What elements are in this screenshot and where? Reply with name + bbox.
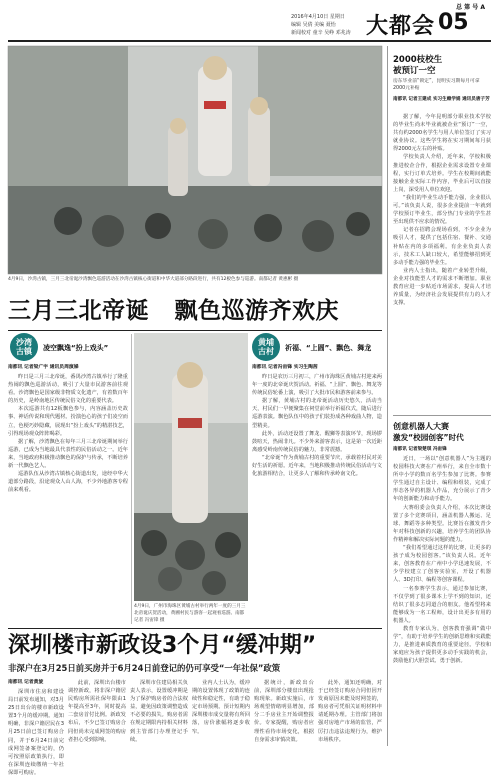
story1-paragraph: 据了解，沙湾飘色在每年三月三北帝诞期间举行巡游，已成为当地最具代表性的民俗活动之一。近年来，当地政府积极推动飘色的保护与传承，不断培养新一代飘色艺人。 — [8, 438, 128, 470]
headline2-top-rule — [8, 628, 382, 629]
story3-column-1 — [8, 688, 64, 776]
tag-shawan: 沙湾古镇 — [10, 333, 38, 361]
story1-subhead: 凌空飘逸“扮上戏头” — [43, 344, 109, 352]
column-divider — [131, 334, 132, 624]
story3-paragraph: 此外，通知还明确，对于已经签订购房合同但因开发商原因未能及时网签的，购房者可凭相关证明材料申请延期办理。主管部门将加强对房地产市场的监管，严厉打击违法违规行为，维护市场秩序。 — [318, 680, 382, 743]
subheadline-shenzhen: 非深户在3月25日前买房并于6月24日前登记的仍可享受“一年社保”政策 — [8, 663, 281, 673]
huangpu-scene-illustration — [134, 333, 248, 601]
story1-paragraph: 巡游队伍从沙湾古镇核心街道出发，途经中华大道部分路段，沿途观众人山人海，不少外地游客专程前来观看。 — [8, 471, 128, 494]
parade-scene-illustration — [8, 46, 382, 274]
story1-paragraph: 昨日是三月三北帝诞，番禺沙湾古镇举行了隆重热闹的飘色巡游活动，吸引了大量市民游客前往观看。沙湾飘色是国家级非物质文化遗产，有着数百年的历史，是岭南地区传统民俗文化的重要代表。 — [8, 374, 128, 405]
sidebar-divider — [387, 46, 388, 746]
tag-huangpu: 黄埔古村 — [252, 333, 280, 361]
section-name: 大都会 — [366, 14, 436, 39]
sidebar-story1-paragraph: “我们的毕业生动手能力强，企业很认可。”该负责人说，很多企业提前一年就到学校预订毕业生，部分热门专业的学生甚至出现供不应求的情况。 — [393, 194, 491, 226]
sidebar-story1-title-2: 被预订一空 — [393, 66, 436, 76]
masthead-date-line-3: 新闻校对 童辛 吴峥 邓兆涛 — [291, 30, 351, 36]
huangpu-parade-photo — [134, 333, 248, 601]
headline-festival: 三月三北帝诞 飘色巡游齐欢庆 — [8, 298, 340, 324]
sidebar-story1-paragraph: 据了解，今年昆明部分职业技术学校的毕业生尚未毕业就被企业“预订”一空，共有约2000名学生与用人单位签订了实习就业协议。这些学生将在实习期间每月获得2000元左右的补贴。 — [393, 114, 491, 153]
sidebar-story2-title-2: 激发“校园创客”时代 — [393, 433, 464, 442]
story3-byline: 南都讯 记者黄旋 — [8, 680, 44, 685]
sidebar-separator — [393, 415, 491, 416]
story3-column-6 — [318, 679, 382, 748]
story3-paragraph: 深圳市住建局相关负责人表示，设置缓冲期是为了保护购房者的合法权益，避免因政策调整造成不必要的损失。购房者需在规定期限内持相关材料到主管部门办理登记手续。 — [130, 680, 188, 743]
story3-paragraph: 深圳市住房和建设局日前发布通知，对3月25日出台的楼市新政设置3个月的缓冲期。通知明确，非深户籍居民在3月25日前已签订购房合同，并于6月24日前完成网签备案登记的，仍可按照原政策执行，即在深圳连续缴纳一年社保即可购房。 — [8, 689, 64, 776]
story3-column-5 — [254, 679, 314, 748]
story2-subhead: 祈福、“上圆”、飘色、舞龙 — [285, 344, 372, 352]
headline-shenzhen: 深圳楼市新政设3个月“缓冲期” — [8, 633, 317, 658]
sidebar-story1-title-1: 2000枝校生 — [393, 55, 443, 65]
masthead-date-line-2: 编辑 吴倩 美编 聂怡 — [291, 22, 336, 28]
story2-body — [252, 373, 382, 623]
sidebar-story1-body — [393, 113, 491, 411]
story1-byline: 南都讯 记者梁广宇 通讯员周演娣 — [8, 365, 79, 370]
sidebar-story2-paragraph: 近日，一场以“创意机器人”为主题的校园科技大赛在广州举行，来自全市数十所中小学的数百名学生参加了比赛。参赛学生通过自主设计、编程和组装，完成了形态各异的机器人作品，充分展示了青少年的创新能力和动手能力。 — [393, 456, 491, 503]
sidebar-story2-byline: 南都讯 记者梁楚琪 冯宙锋 — [393, 447, 447, 452]
sidebar-story2-title-1: 创意机器人大赛 — [393, 422, 449, 431]
sidebar-story1-paragraph: 记者在招聘会现场看到，不少企业为吸引人才，提供了包括住宿、餐补、交通补贴在内的多项福利。有企业负责人表示，技术工人缺口较大，希望能够招到更多动手能力强的毕业生。 — [393, 227, 491, 266]
story3-paragraph: 业内人士认为，缓冲期的设置体现了政策的连续性和稳定性，有助于稳定市场预期。预计短期内深圳楼市成交量将有所回落，房价涨幅将逐步收窄。 — [192, 680, 250, 735]
masthead-date-line-1: 2016年4月10日 星期日 — [291, 14, 345, 20]
story2-paragraph: “北帝诞”作为黄埔古村的重要节庆，承载着村民对美好生活的祈愿。近年来，当地积极推动传统民俗活动与文化旅游相结合，让更多人了解和传承岭南文化。 — [252, 454, 382, 478]
story3-column-4 — [192, 679, 250, 748]
top-photo-caption: 4月9日，沙湾古镇，三月三北帝诞沙湾飘色巡游活动在沙湾古镇核心街道和中华大道部分路段进行，共有12板色参与巡游。南都记者 黄惠彬 摄 — [8, 277, 299, 282]
story3-column-3 — [130, 679, 188, 748]
story3-paragraph: 据统计，新政出台前，深圳部分楼盘出现抢购现象。新政实施后，市场观望情绪明显增加，部分二手房业主开始调整报价。专家提醒，购房者应理性看待市场变化，根据自身需求审慎决策。 — [254, 680, 314, 743]
story3-paragraph: 此前，深圳出台楼市调控新政，将非深户籍居民购房所需社保年限由1年提高至3年，同时提高二套房首付比例。新政发布后，不少已签订购房合同但尚未完成网签的购房者担心受到影响。 — [68, 680, 126, 743]
sidebar-story2-paragraph: 大赛组委会负责人介绍，本次比赛设置了多个竞赛项目，涵盖机器人搬运、足球、舞蹈等多种类型。比赛旨在激发青少年对科技创新的兴趣，培养学生的团队协作精神和解决实际问题的能力。 — [393, 504, 491, 543]
sidebar-story2-paragraph: 教育专家认为，创客教育强调“做中学”，有助于培养学生的创新思维和实践能力，是推进素质教育的重要途径。学校和家庭应为孩子提供更多动手实践的机会，鼓励他们大胆尝试、勇于创新。 — [393, 625, 491, 665]
story3-column-2 — [68, 679, 126, 748]
headline1-rule — [8, 330, 382, 331]
sidebar-story2-paragraph: “我们希望通过这样的比赛，让更多的孩子成为校园创客。”该负责人说。近年来，创客教育在广州中小学迅速发展，不少学校建立了创客实验室，开设了机器人、3D打印、编程等创客课程。 — [393, 545, 491, 584]
sidebar-story2-body — [393, 455, 491, 747]
festival-parade-photo — [8, 46, 382, 274]
story1-photo-caption: 4月9日，广州市海珠区黄埔古村举行两年一度的三月三北帝诞庆贺活动，黄圃村民与游客一起观看巡游。南都记者 冯宙锋 摄 — [134, 604, 246, 623]
sidebar-story1-paragraph: 学校负责人介绍，近年来，学校积极推进校企合作，根据企业需求设置专业课程，实行订单式培养。学生在校期间就能接触企业实际工作内容，毕业后可以直接上岗，深受用人单位欢迎。 — [393, 154, 491, 193]
story2-byline: 南都讯 记者冯宙锋 实习生陶茜 — [252, 365, 318, 370]
sidebar-story1-lead: 房东毕业前“锁定”，昆明实习期每月可拿2000元补贴 — [393, 79, 480, 91]
page-number: 05 — [438, 10, 469, 35]
sidebar-story2-paragraph: 一名参赛学生表示，通过参加比赛，不仅学到了很多课本上学不到的知识，还结识了很多志同道合的朋友。他希望将来能够成为一名工程师，设计出更多有用的机器人。 — [393, 585, 491, 624]
masthead-rule — [8, 40, 491, 42]
sidebar-story1-paragraph: 业内人士指出，随着产业转型升级，企业对技能型人才的需求不断增加。职业教育应进一步贴近市场需求，提高人才培养质量，为经济社会发展提供有力的人才支撑。 — [393, 267, 491, 307]
story2-paragraph: 此外，活动还设置了舞龙、醒狮等表演环节，现场锣鼓喧天，热闹非凡。不少外来游客表示，这是第一次近距离感受岭南传统民俗的魅力，非常震撼。 — [252, 430, 382, 453]
sidebar-story1-byline: 南都讯 记者王建成 实习生赖学娟 通讯员唐子芳 — [393, 97, 490, 102]
masthead — [0, 0, 499, 44]
story1-paragraph: 本次巡游共有12板飘色参与，内容涵盖历史故事、神话传说和现代题材。扮演色心的孩子们凌空而立，色梗巧妙隐藏，展现出“扮上戏头”的精湛技艺，引得现场观众阵阵喝彩。 — [8, 406, 128, 437]
story2-paragraph: 据了解，黄埔古村的北帝诞活动历史悠久，活动当天，村民们一早便聚集在祠堂前举行祈福仪式，随后进行巡游表演。飘色队伍中的孩子们装扮成各种戏曲人物，造型精美。 — [252, 398, 382, 429]
masthead-top-label: 总 第 号 A — [456, 4, 485, 11]
story1-body — [8, 373, 128, 573]
story2-paragraph: 昨日是农历三月初三，广州市海珠区黄埔古村迎来两年一度的北帝诞庆贺活动。祈福、“上圆”、飘色、舞龙等传统民俗轮番上演，吸引了大批市民和游客前来参与。 — [252, 374, 382, 397]
